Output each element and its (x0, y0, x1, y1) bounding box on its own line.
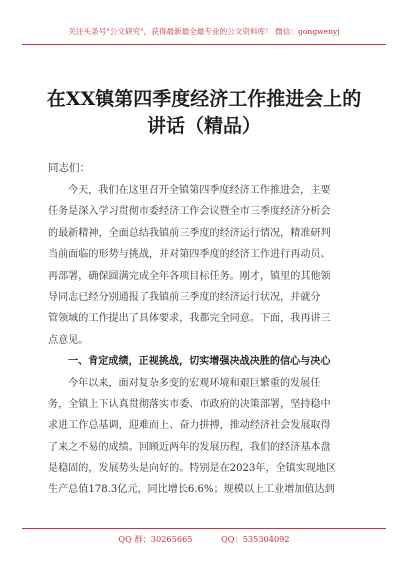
body-line: 生产总值178.3亿元，同比增长6.6%；规模以上工业增加值达到 (48, 484, 335, 496)
footer-qq: QQ：535304092 (221, 534, 290, 544)
body-line: 管领域的工作提出了具体要求，我都完全同意。下面，我再讲三 (48, 313, 331, 325)
body-line: 是稳固的，发展势头是向好的。特别是在2023年，全镇实现地区 (48, 463, 337, 475)
body-line: 今天，我们在这里召开全镇第四季度经济工作推进会，主要 (68, 185, 331, 196)
body-line: 导同志已经分别通报了我镇前三季度的经济运行状况，并就分 (48, 291, 321, 303)
body-line: 务，全镇上下认真贯彻落实市委、市政府的决策部署，坚持稳中 (48, 398, 331, 410)
body-line: 任务是深入学习贯彻市委经济工作会议暨全市三季度经济分析会 (48, 206, 331, 218)
salutation: 同志们： (48, 162, 90, 174)
body-line: 求进工作总基调，迎难而上、奋力拼搏，推动经济社会发展取得 (48, 420, 331, 432)
body-line: 当前面临的形势与挑战，并对第四季度的经济工作进行再动员、 (48, 249, 331, 261)
body-line: 今年以来，面对复杂多变的宏观环境和艰巨繁重的发展任 (68, 377, 321, 389)
body-line: 再部署，确保圆满完成全年各项目标任务。刚才，镇里的其他领 (48, 270, 331, 282)
title-line-1: 在XX镇第四季度经济工作推进会上的 (46, 88, 362, 110)
document-body (48, 180, 360, 501)
footer-divider (22, 528, 386, 529)
header-divider (22, 44, 386, 45)
title-line-2: 讲话（精品） (146, 115, 261, 137)
body-line: 点意见。 (48, 334, 89, 346)
body-line: 了来之不易的成绩。回顾近两年的发展历程，我们的经济基本盘 (48, 441, 331, 453)
footer-contact (0, 534, 408, 545)
document-title (0, 86, 408, 140)
footer-qq-group: QQ 群：30265665 (118, 534, 193, 544)
header-promo-note: 关注头条号"公文研究"，获得最新最全最专业的公文资料库！ 微信：gongwenyj (68, 27, 340, 36)
body-line: 的最新精神，全面总结我镇前三季度的经济运行情况，精准研判 (48, 227, 331, 239)
section-heading: 一、肯定成绩，正视挑战，切实增强决战决胜的信心与决心 (68, 356, 331, 368)
